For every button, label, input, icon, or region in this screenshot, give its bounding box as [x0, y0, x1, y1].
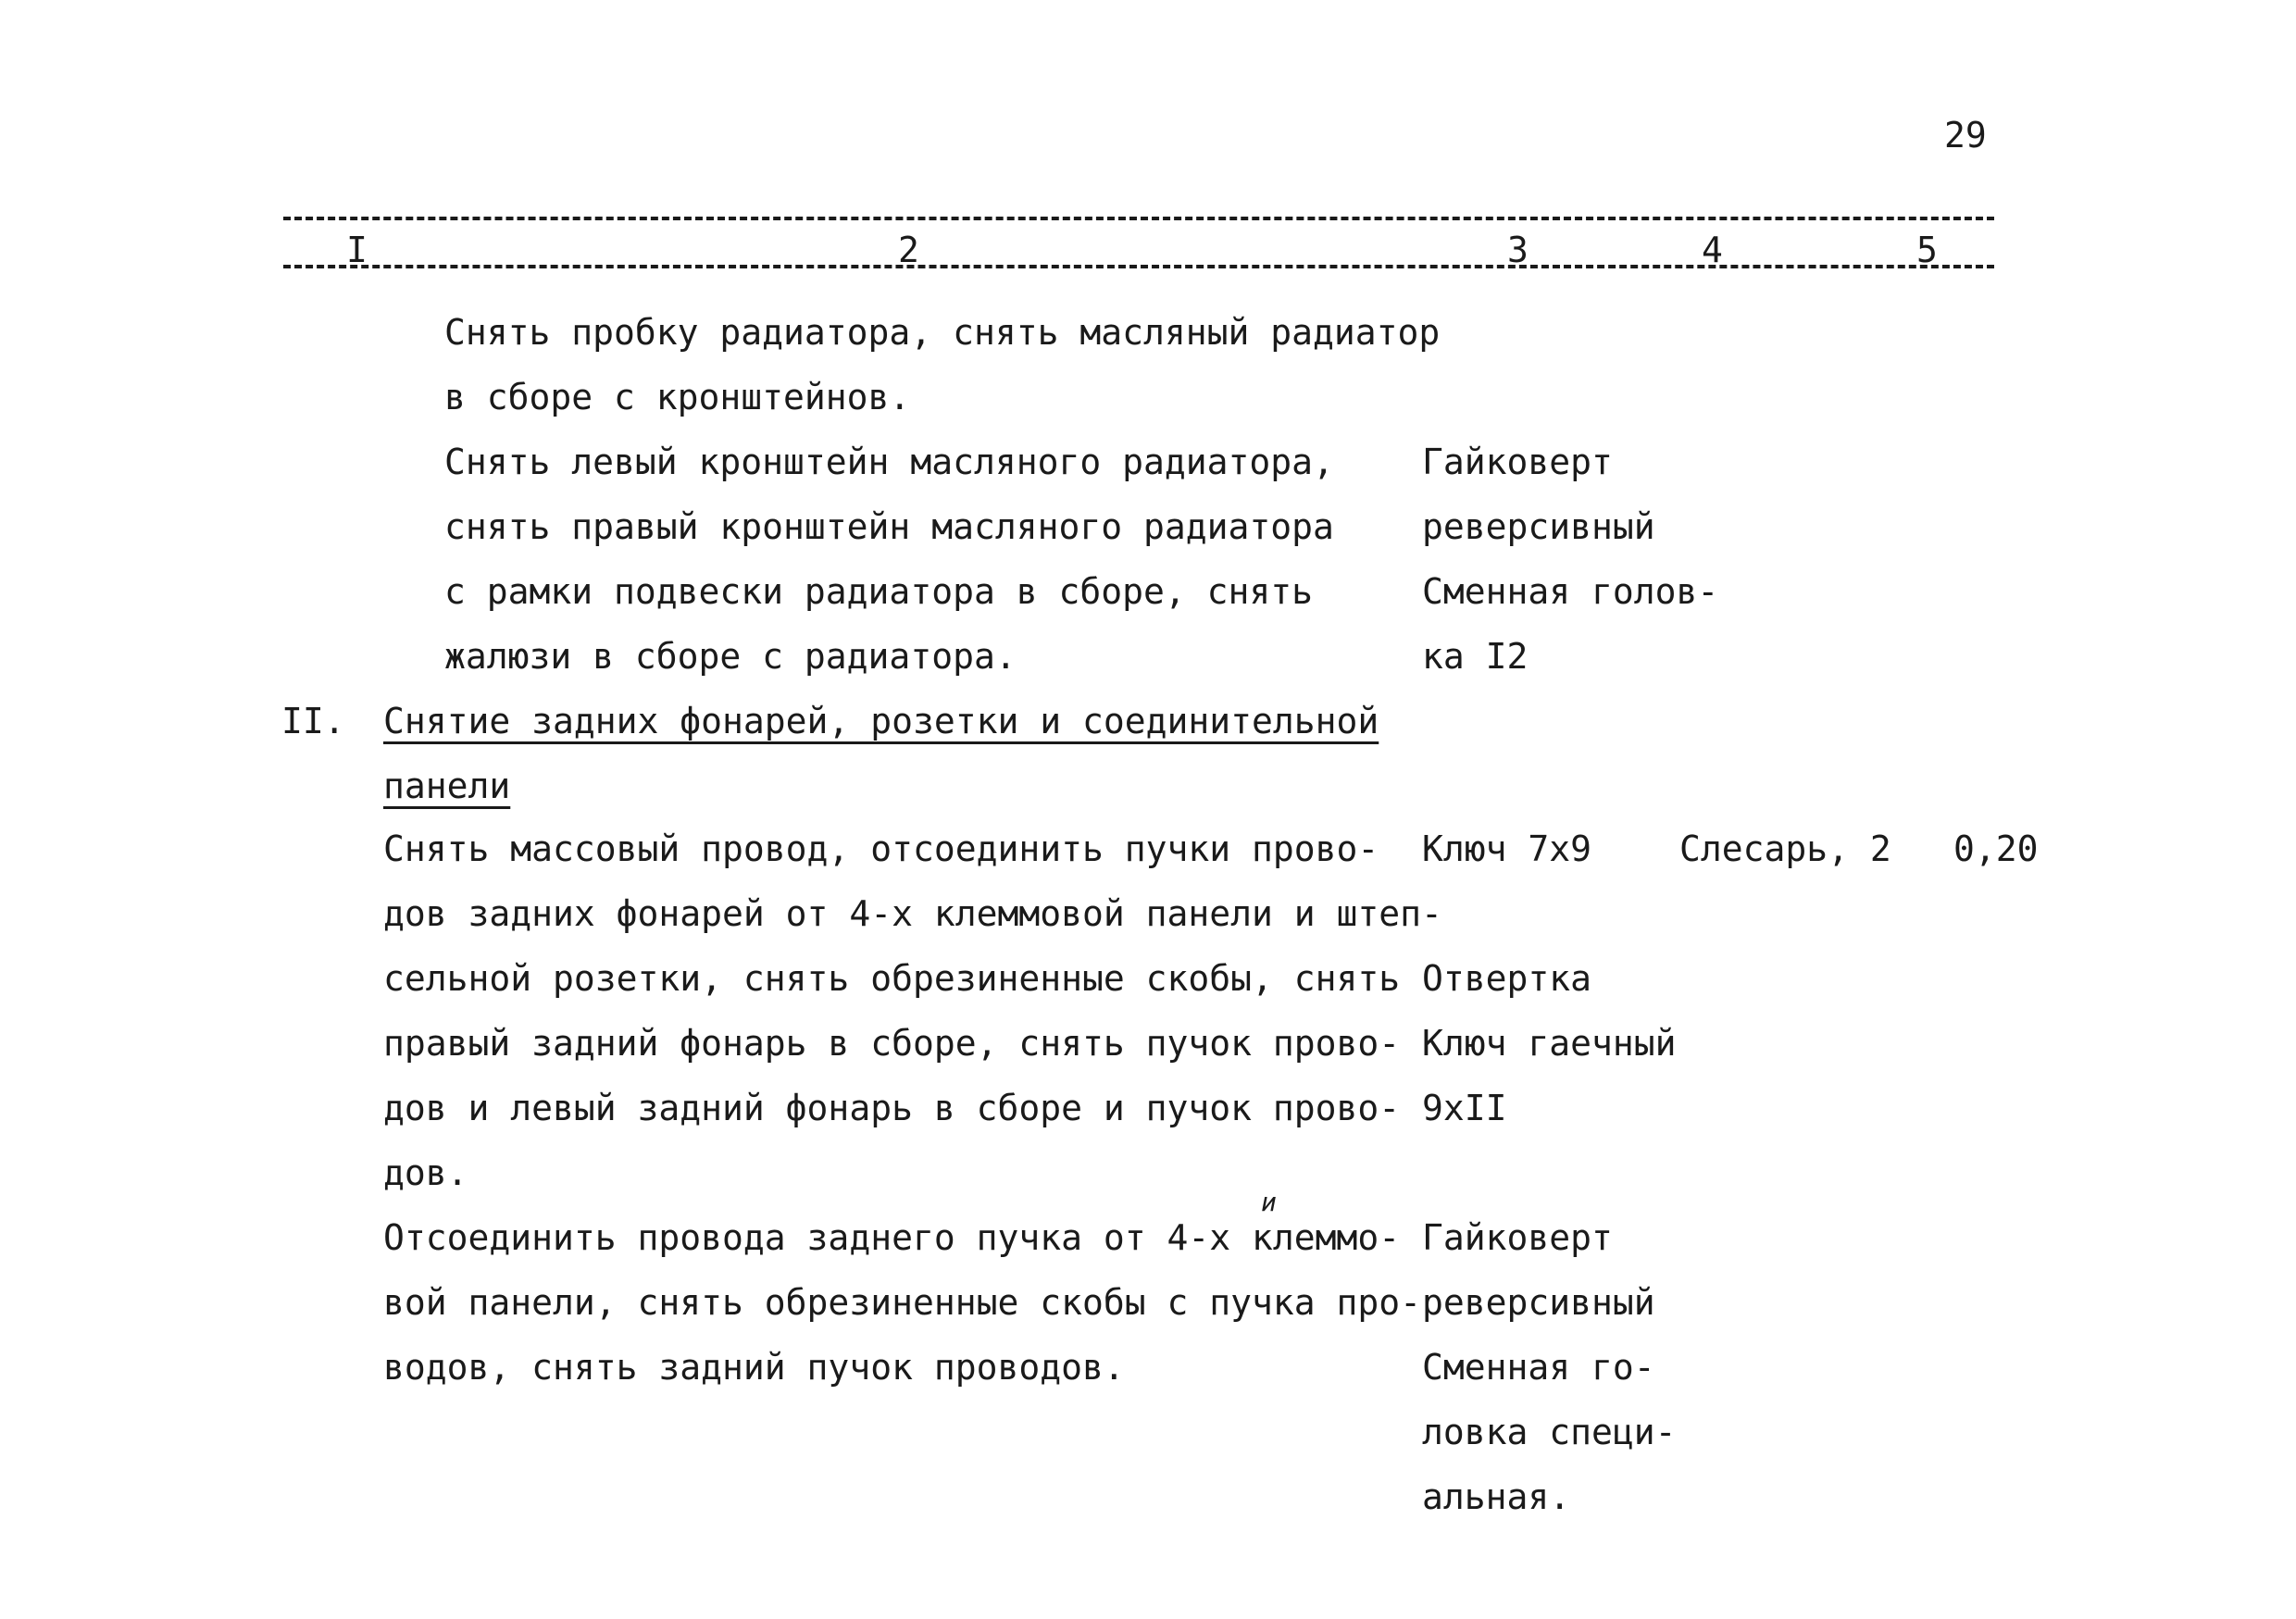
handwritten-correction: и [1261, 1187, 1277, 1217]
tool-line: Сменная го- [1422, 1347, 1655, 1388]
tool-line: Гайковерт [1422, 442, 1613, 482]
section-title: панели [383, 766, 511, 806]
section-title: Снятие задних фонарей, розетки и соединительной [383, 701, 1379, 741]
text-line: с рамки подвески радиатора в сборе, снять [444, 571, 1313, 612]
header-col-4: 4 [1702, 230, 1723, 270]
tool-line: Ключ 7х9 [1422, 828, 1592, 869]
header-col-3: 3 [1507, 230, 1529, 270]
worker-category: Слесарь, 2 [1679, 828, 1891, 869]
text-line: вой панели, снять обрезиненные скобы с пучка про- [383, 1282, 1422, 1323]
tool-line: Ключ гаечный [1422, 1023, 1677, 1064]
header-bottom-rule [283, 265, 1994, 268]
text-line: дов и левый задний фонарь в сборе и пучок прово- [383, 1088, 1401, 1128]
tool-line: ка I2 [1422, 636, 1529, 677]
tool-line: Отвертка [1422, 958, 1592, 999]
section-number: II. [281, 701, 345, 741]
text-line: сельной розетки, снять обрезиненные скобы, снять [383, 958, 1401, 999]
tool-line: реверсивный [1422, 506, 1655, 547]
page-number: 29 [1944, 115, 1987, 156]
text-line: Снять левый кронштейн масляного радиатора, [444, 442, 1334, 482]
tool-line: 9хII [1422, 1088, 1507, 1128]
text-line: дов. [383, 1152, 468, 1193]
time-norm: 0,20 [1953, 828, 2039, 869]
tool-line: альная. [1422, 1476, 1571, 1517]
header-col-2: 2 [898, 230, 919, 270]
tool-line: Сменная голов- [1422, 571, 1719, 612]
text-line: Отсоединить провода заднего пучка от 4-х клеммо- [383, 1217, 1401, 1258]
text-line: Снять пробку радиатора, снять масляный радиатор [444, 312, 1441, 353]
text-line: в сборе с кронштейнов. [444, 377, 911, 417]
text-line: снять правый кронштейн масляного радиатора [444, 506, 1334, 547]
text-line: Снять массовый провод, отсоединить пучки прово- [383, 828, 1379, 869]
header-top-rule [283, 217, 1994, 220]
text-line: дов задних фонарей от 4-х клеммовой панели и штеп- [383, 893, 1442, 934]
header-col-1: I [346, 230, 368, 270]
text-line: жалюзи в сборе с радиатора. [444, 636, 1017, 677]
tool-line: ловка специ- [1422, 1412, 1677, 1452]
tool-line: Гайковерт [1422, 1217, 1613, 1258]
text-line: водов, снять задний пучок проводов. [383, 1347, 1125, 1388]
text-line: правый задний фонарь в сборе, снять пучок прово- [383, 1023, 1401, 1064]
header-col-5: 5 [1916, 230, 1938, 270]
tool-line: реверсивный [1422, 1282, 1655, 1323]
